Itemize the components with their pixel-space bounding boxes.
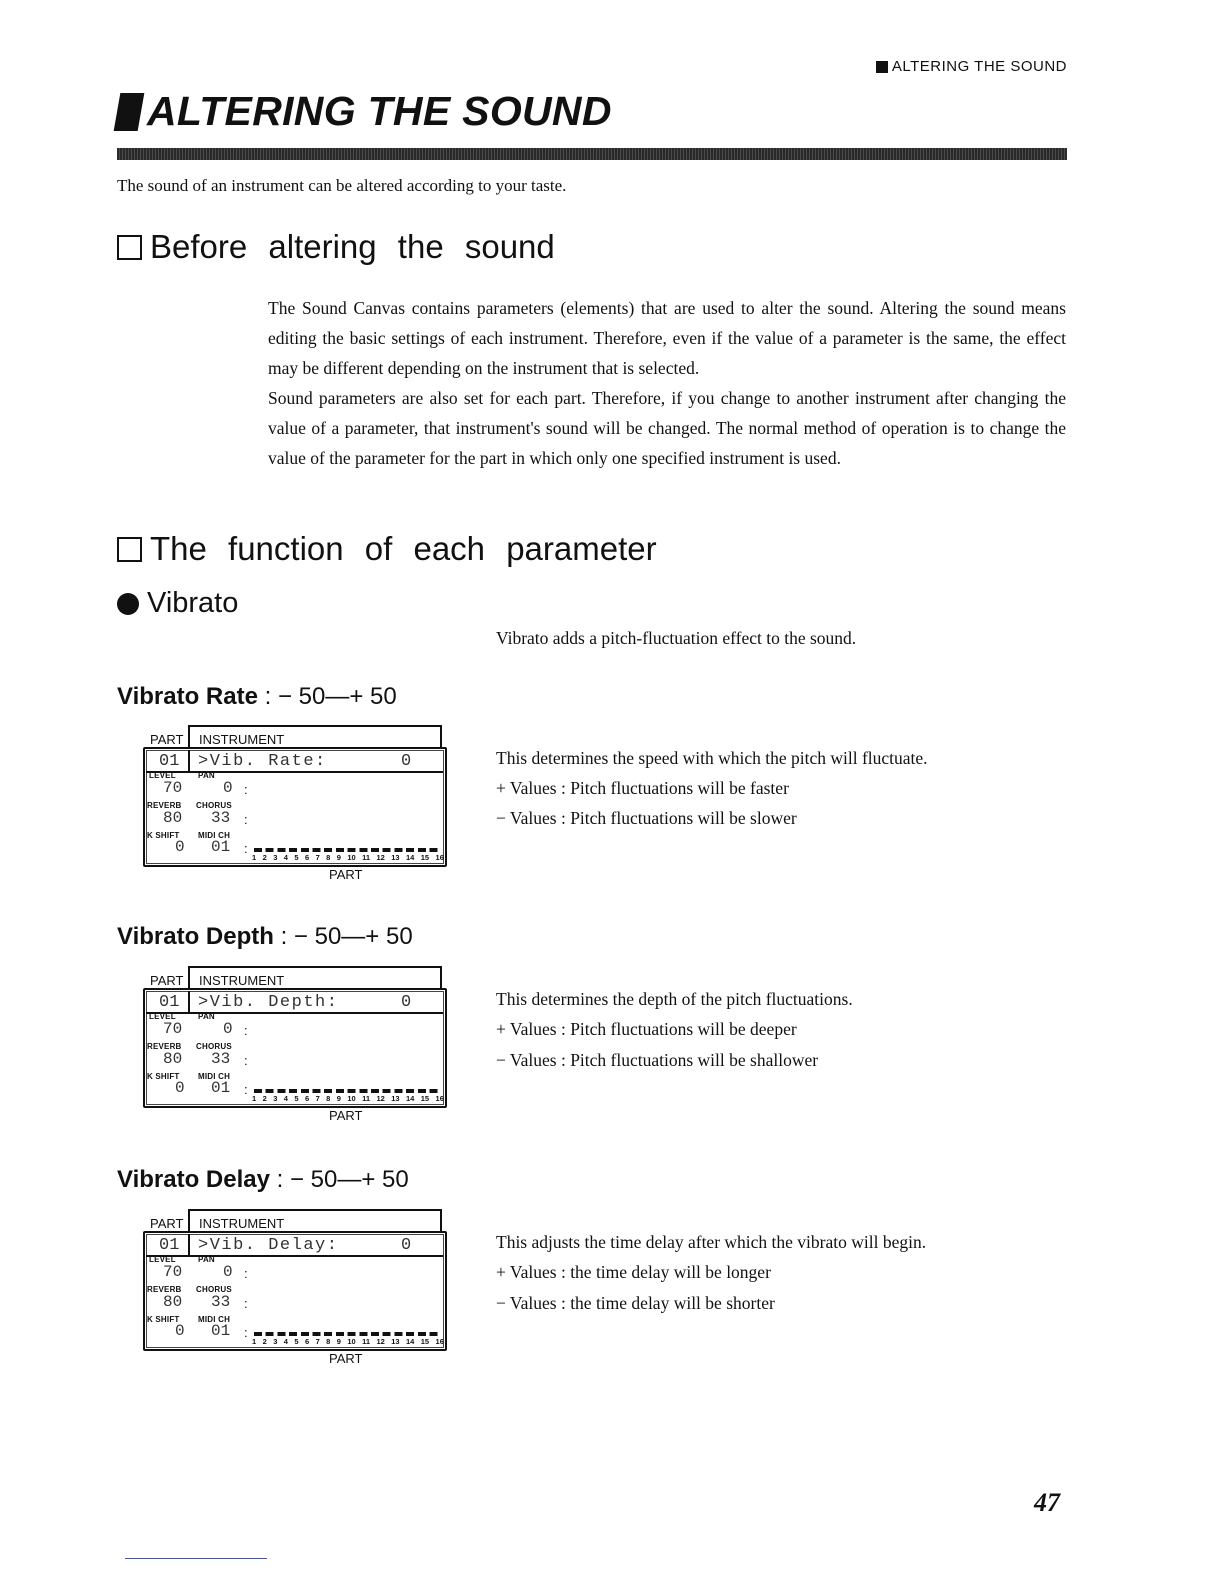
lcd-instrument-label: INSTRUMENT xyxy=(199,732,285,747)
page-title-text: ALTERING THE SOUND xyxy=(147,88,612,134)
lcd-instrument-label: INSTRUMENT xyxy=(199,973,285,988)
lcd-part-num: 15 xyxy=(420,1337,430,1346)
param-name: Vibrato Rate xyxy=(117,683,258,710)
lcd-kshift-value: 0 xyxy=(175,1322,185,1340)
lcd-colon: : xyxy=(244,1053,248,1068)
lcd-part-num: 1 xyxy=(252,853,257,862)
title-block-icon xyxy=(114,93,145,131)
lcd-midich-label: MIDI CH xyxy=(198,1072,231,1081)
lcd-pan-label: PAN xyxy=(198,1255,215,1264)
lcd-reverb-label: REVERB xyxy=(147,1042,182,1051)
lcd-kshift-value: 0 xyxy=(175,1079,185,1097)
desc-depth-2: + Values : Pitch fluctuations will be deeper xyxy=(496,1019,797,1039)
lcd-part-num: 1 xyxy=(252,1094,257,1103)
lcd-part-numbers xyxy=(252,1337,444,1346)
lcd-kshift-value: 0 xyxy=(175,838,185,856)
vibrato-heading xyxy=(117,587,238,620)
lcd-part-bottom-label: PART xyxy=(329,867,363,882)
lcd-part-number: 01 xyxy=(159,1236,180,1255)
lcd-parameter-value: 0 xyxy=(401,993,412,1012)
lcd-chorus-value: 33 xyxy=(211,1050,231,1068)
lcd-part-num: 2 xyxy=(262,1094,267,1103)
desc-depth-1: This determines the depth of the pitch fluctuations. xyxy=(496,989,853,1009)
lcd-display-rate xyxy=(143,725,447,882)
param-range: : − 50—+ 50 xyxy=(264,683,397,710)
lcd-part-num: 15 xyxy=(420,853,430,862)
lcd-part-num: 5 xyxy=(294,853,299,862)
param-range: : − 50—+ 50 xyxy=(276,1166,409,1193)
lcd-part-num: 8 xyxy=(326,853,331,862)
running-head-text: ALTERING THE SOUND xyxy=(891,58,1067,75)
lcd-part-num: 12 xyxy=(376,1094,385,1103)
lcd-part-num: 2 xyxy=(262,853,267,862)
lcd-colon: : xyxy=(244,1296,248,1311)
lcd-part-num: 1 xyxy=(252,1337,257,1346)
lcd-pan-value: 0 xyxy=(223,1020,233,1038)
vibrato-summary: Vibrato adds a pitch-fluctuation effect to the sound. xyxy=(496,628,857,648)
lcd-reverb-value: 80 xyxy=(163,1293,183,1311)
section-heading-before-text: Before altering the sound xyxy=(150,228,555,265)
lcd-chorus-label: CHORUS xyxy=(196,1285,232,1294)
lcd-part-num: 3 xyxy=(273,853,278,862)
param-heading-rate xyxy=(117,683,397,711)
lcd-part-num: 16 xyxy=(435,1094,444,1103)
lcd-part-num: 16 xyxy=(435,1337,444,1346)
lcd-midich-label: MIDI CH xyxy=(198,1315,231,1324)
lcd-instrument-label: INSTRUMENT xyxy=(199,1216,285,1231)
desc-delay-1: This adjusts the time delay after which the vibrato will begin. xyxy=(496,1232,927,1252)
lcd-part-num: 2 xyxy=(262,1337,267,1346)
lcd-part-num: 9 xyxy=(336,853,341,862)
lcd-part-num: 10 xyxy=(347,1094,356,1103)
lcd-part-num: 4 xyxy=(283,853,288,862)
before-paragraph-2: Sound parameters are also set for each part. Therefore, if you change to another instrument after changing the value of a parameter, that instrument's sound will be changed. The normal method of operation is to change the value of the parameter for the part in which only one specified instrument is used. xyxy=(268,388,1066,468)
lcd-kshift-label: K SHIFT xyxy=(147,1315,180,1324)
lcd-part-num: 8 xyxy=(326,1337,331,1346)
lcd-part-num: 4 xyxy=(283,1094,288,1103)
lcd-display-depth xyxy=(143,966,447,1123)
before-paragraphs xyxy=(268,293,1066,473)
vibrato-heading-text: Vibrato xyxy=(147,587,239,619)
lcd-part-num: 6 xyxy=(304,1337,310,1346)
lcd-parameter-value: 0 xyxy=(401,1236,412,1255)
lcd-level-value: 70 xyxy=(163,779,183,797)
lcd-part-num: 6 xyxy=(304,1094,310,1103)
param-name: Vibrato Delay xyxy=(117,1166,270,1193)
lcd-kshift-label: K SHIFT xyxy=(147,831,180,840)
lcd-part-number: 01 xyxy=(159,993,180,1012)
lcd-level-label: LEVEL xyxy=(149,771,176,780)
lcd-part-label: PART xyxy=(150,732,184,747)
lcd-colon: : xyxy=(244,841,248,856)
param-name: Vibrato Depth xyxy=(117,923,274,950)
lcd-kshift-label: K SHIFT xyxy=(147,1072,180,1081)
lcd-part-label: PART xyxy=(150,973,184,988)
lcd-colon: : xyxy=(244,1325,248,1340)
lcd-part-num: 8 xyxy=(326,1094,331,1103)
running-head xyxy=(876,58,1067,75)
before-paragraph-1: The Sound Canvas contains parameters (elements) that are used to alter the sound. Altering the sound means editing the basic settings of each instrument. Therefore, even if the value of a parameter is the same, the effect may be different depending on the instrument that is selected. xyxy=(268,298,1066,378)
desc-rate-3: − Values : Pitch fluctuations will be slower xyxy=(496,808,797,828)
lcd-part-num: 14 xyxy=(406,853,415,862)
section-heading-before xyxy=(117,228,555,266)
lcd-part-num: 11 xyxy=(362,1094,371,1103)
lcd-level-label: LEVEL xyxy=(149,1012,176,1021)
lcd-separator xyxy=(188,750,190,771)
lcd-part-num: 13 xyxy=(391,853,400,862)
lcd-part-numbers xyxy=(252,853,444,862)
lcd-part-label: PART xyxy=(150,1216,184,1231)
lcd-part-num: 3 xyxy=(273,1094,278,1103)
lcd-pan-label: PAN xyxy=(198,771,215,780)
lcd-separator xyxy=(188,991,190,1012)
lcd-part-number: 01 xyxy=(159,752,180,771)
lcd-parameter-name: >Vib. Depth: xyxy=(198,993,339,1012)
lcd-parameter-value: 0 xyxy=(401,752,412,771)
lcd-part-num: 13 xyxy=(391,1094,400,1103)
lcd-part-num: 10 xyxy=(347,1337,356,1346)
lcd-midich-value: 01 xyxy=(211,838,231,856)
lcd-pan-value: 0 xyxy=(223,1263,233,1281)
lcd-part-num: 12 xyxy=(376,853,385,862)
page-number: 47 xyxy=(1034,1488,1060,1517)
desc-delay-2: + Values : the time delay will be longer xyxy=(496,1262,771,1282)
lcd-part-num: 7 xyxy=(315,853,320,862)
lcd-colon: : xyxy=(244,782,248,797)
empty-square-icon xyxy=(117,537,142,562)
desc-delay-3: − Values : the time delay will be shorter xyxy=(496,1293,775,1313)
lcd-chorus-label: CHORUS xyxy=(196,801,232,810)
lcd-level-value: 70 xyxy=(163,1263,183,1281)
lcd-colon: : xyxy=(244,1082,248,1097)
lcd-part-num: 9 xyxy=(336,1094,341,1103)
intro-text: The sound of an instrument can be altered according to your taste. xyxy=(117,176,567,195)
lcd-part-num: 16 xyxy=(435,853,444,862)
lcd-midich-value: 01 xyxy=(211,1079,231,1097)
lcd-part-bottom-label: PART xyxy=(329,1108,363,1123)
page-title xyxy=(117,88,612,135)
lcd-colon: : xyxy=(244,812,248,827)
lcd-part-num: 14 xyxy=(406,1337,415,1346)
lcd-part-num: 10 xyxy=(347,853,356,862)
lcd-part-num: 15 xyxy=(420,1094,430,1103)
lcd-part-num: 7 xyxy=(315,1094,320,1103)
section-heading-function xyxy=(117,530,657,568)
lcd-part-num: 4 xyxy=(283,1337,288,1346)
lcd-parameter-name: >Vib. Rate: xyxy=(198,752,327,771)
lcd-reverb-value: 80 xyxy=(163,809,183,827)
lcd-chorus-label: CHORUS xyxy=(196,1042,232,1051)
lcd-part-bottom-label: PART xyxy=(329,1351,363,1366)
lcd-chorus-value: 33 xyxy=(211,809,231,827)
lcd-pan-value: 0 xyxy=(223,779,233,797)
lcd-part-meter xyxy=(254,848,441,852)
section-heading-function-text: The function of each parameter xyxy=(150,530,657,567)
desc-depth-3: − Values : Pitch fluctuations will be shallower xyxy=(496,1050,819,1070)
lcd-part-num: 5 xyxy=(294,1094,299,1103)
lcd-part-num: 6 xyxy=(304,853,310,862)
lcd-midich-label: MIDI CH xyxy=(198,831,231,840)
lcd-level-label: LEVEL xyxy=(149,1255,176,1264)
desc-rate-1: This determines the speed with which the pitch will fluctuate. xyxy=(496,748,928,768)
lcd-part-num: 7 xyxy=(315,1337,320,1346)
lcd-parameter-name: >Vib. Delay: xyxy=(198,1236,339,1255)
lcd-part-num: 12 xyxy=(376,1337,385,1346)
lcd-part-num: 9 xyxy=(336,1337,341,1346)
param-heading-delay xyxy=(117,1166,409,1194)
lcd-reverb-value: 80 xyxy=(163,1050,183,1068)
lcd-midich-value: 01 xyxy=(211,1322,231,1340)
param-range: : − 50—+ 50 xyxy=(280,923,413,950)
lcd-pan-label: PAN xyxy=(198,1012,215,1021)
lcd-display-delay xyxy=(143,1209,447,1366)
lcd-part-num: 14 xyxy=(406,1094,415,1103)
title-rule xyxy=(117,148,1067,160)
footer-rule xyxy=(125,1558,267,1559)
desc-rate-2: + Values : Pitch fluctuations will be faster xyxy=(496,778,789,798)
bullet-dot-icon xyxy=(117,593,139,615)
lcd-part-num: 3 xyxy=(273,1337,278,1346)
lcd-reverb-label: REVERB xyxy=(147,1285,182,1294)
lcd-chorus-value: 33 xyxy=(211,1293,231,1311)
lcd-reverb-label: REVERB xyxy=(147,801,182,810)
empty-square-icon xyxy=(117,235,142,260)
lcd-part-meter xyxy=(254,1332,441,1336)
lcd-part-num: 5 xyxy=(294,1337,299,1346)
lcd-part-num: 11 xyxy=(362,853,371,862)
lcd-part-num: 11 xyxy=(362,1337,371,1346)
lcd-part-numbers xyxy=(252,1094,444,1103)
lcd-separator xyxy=(188,1234,190,1255)
lcd-colon: : xyxy=(244,1266,248,1281)
lcd-part-meter xyxy=(254,1089,441,1093)
square-bullet-icon xyxy=(876,61,888,73)
lcd-colon: : xyxy=(244,1023,248,1038)
param-heading-depth xyxy=(117,923,413,951)
lcd-level-value: 70 xyxy=(163,1020,183,1038)
lcd-part-num: 13 xyxy=(391,1337,400,1346)
